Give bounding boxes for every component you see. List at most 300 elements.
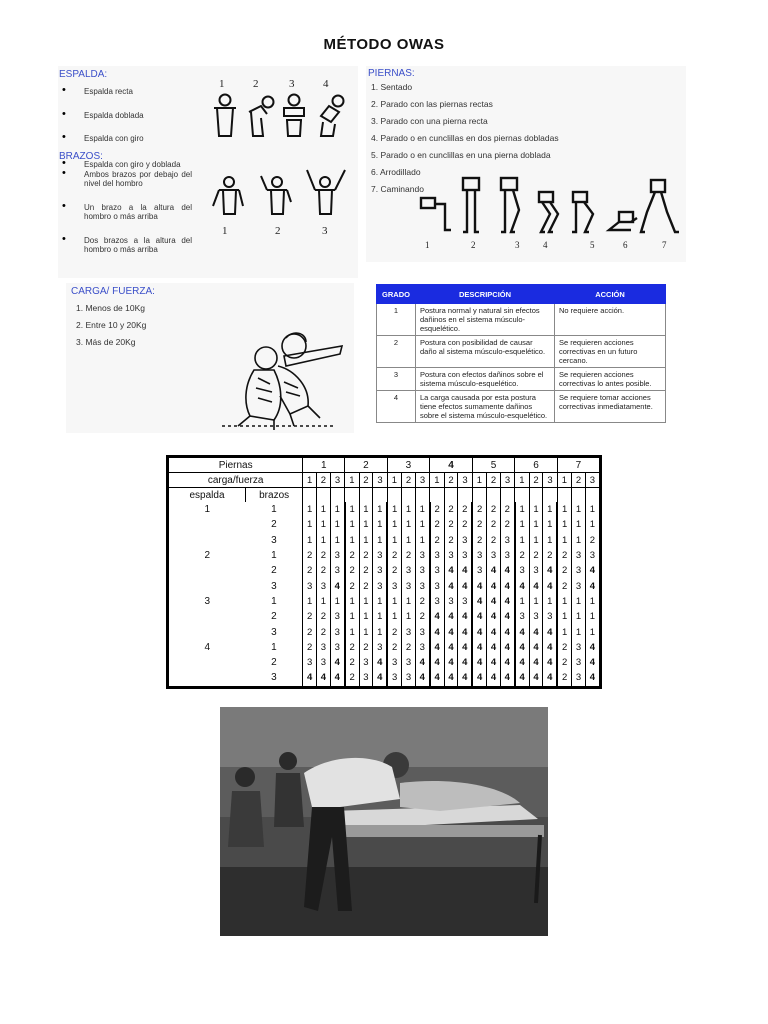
matrix-value-cell: 4: [543, 640, 557, 655]
matrix-value-cell: 4: [500, 594, 514, 609]
matrix-value-cell: 2: [500, 517, 514, 532]
matrix-value-cell: 1: [529, 517, 543, 532]
matrix-value-cell: 3: [330, 609, 344, 624]
matrix-value-cell: 1: [543, 517, 557, 532]
matrix-value-cell: 4: [444, 655, 458, 670]
matrix-value-cell: 4: [458, 670, 472, 687]
matrix-value-cell: 1: [515, 533, 529, 548]
matrix-carga-header: 3: [415, 473, 429, 488]
matrix-value-cell: 1: [557, 624, 571, 639]
matrix-value-cell: 1: [359, 624, 373, 639]
matrix-value-cell: 3: [543, 609, 557, 624]
table-row: [168, 670, 601, 687]
piernas-heading: PIERNAS:: [368, 68, 415, 79]
matrix-carga-header: 1: [515, 473, 529, 488]
matrix-value-cell: 4: [585, 670, 600, 687]
matrix-value-cell: 1: [529, 502, 543, 517]
matrix-value-cell: 3: [359, 670, 373, 687]
matrix-pierna-header: 1: [303, 457, 345, 473]
matrix-value-cell: 2: [303, 640, 317, 655]
matrix-brazos-cell: 3: [246, 578, 303, 593]
matrix-value-cell: 4: [458, 578, 472, 593]
matrix-value-cell: 2: [487, 502, 501, 517]
matrix-blank-cell: [387, 488, 401, 503]
matrix-value-cell: 1: [330, 517, 344, 532]
matrix-value-cell: 2: [557, 640, 571, 655]
matrix-value-cell: 4: [444, 670, 458, 687]
matrix-value-cell: 1: [572, 609, 586, 624]
matrix-value-cell: 2: [359, 548, 373, 563]
matrix-value-cell: 3: [415, 578, 429, 593]
matrix-value-cell: 1: [572, 533, 586, 548]
matrix-espalda-cell: 3: [168, 594, 246, 609]
matrix-value-cell: 2: [345, 578, 359, 593]
matrix-value-cell: 2: [529, 548, 543, 563]
matrix-brazos-cell: 3: [246, 670, 303, 687]
matrix-carga-header: 1: [303, 473, 317, 488]
piernas-item: 2. Parado con las piernas rectas: [371, 99, 493, 109]
matrix-value-cell: 3: [472, 548, 486, 563]
matrix-value-cell: 1: [585, 517, 600, 532]
matrix-value-cell: 2: [303, 563, 317, 578]
brazos-heading: BRAZOS:: [59, 151, 103, 162]
matrix-value-cell: 4: [515, 640, 529, 655]
matrix-value-cell: 1: [303, 502, 317, 517]
matrix-value-cell: 1: [572, 517, 586, 532]
matrix-value-cell: 2: [487, 517, 501, 532]
matrix-brazos-cell: 2: [246, 563, 303, 578]
table-row: [168, 609, 601, 624]
matrix-value-cell: 3: [387, 655, 401, 670]
matrix-value-cell: 3: [330, 563, 344, 578]
matrix-value-cell: 4: [430, 609, 444, 624]
matrix-value-cell: 3: [415, 548, 429, 563]
brazos-item: • Dos brazos a la altura del hombro o más arriba: [60, 236, 192, 255]
matrix-carga-header: 2: [487, 473, 501, 488]
matrix-value-cell: 3: [529, 609, 543, 624]
matrix-value-cell: 4: [500, 609, 514, 624]
matrix-brazos-cell: 2: [246, 609, 303, 624]
matrix-blank-cell: [303, 488, 317, 503]
matrix-value-cell: 3: [572, 548, 586, 563]
matrix-value-cell: 1: [387, 502, 401, 517]
matrix-value-cell: 2: [415, 609, 429, 624]
matrix-value-cell: 3: [387, 578, 401, 593]
brazos-figures-icon: [205, 150, 355, 220]
piernas-fig-number: 6: [623, 240, 628, 250]
matrix-value-cell: 3: [317, 578, 331, 593]
matrix-espalda-label: espalda: [168, 488, 246, 503]
matrix-value-cell: 2: [515, 548, 529, 563]
owas-matrix: [166, 455, 602, 689]
matrix-value-cell: 4: [444, 563, 458, 578]
matrix-value-cell: 2: [317, 563, 331, 578]
table-row: [168, 502, 601, 517]
matrix-value-cell: 4: [500, 655, 514, 670]
grado-cell: 2: [377, 336, 416, 368]
matrix-value-cell: 1: [515, 502, 529, 517]
matrix-value-cell: 2: [303, 548, 317, 563]
matrix-value-cell: 2: [500, 502, 514, 517]
worker-photo: [220, 707, 548, 936]
carga-item: 2. Entre 10 y 20Kg: [76, 320, 147, 330]
matrix-value-cell: 4: [472, 670, 486, 687]
matrix-value-cell: 1: [373, 502, 387, 517]
table-row: [377, 304, 666, 336]
matrix-value-cell: 1: [387, 594, 401, 609]
matrix-value-cell: 4: [500, 670, 514, 687]
matrix-value-cell: 3: [303, 655, 317, 670]
matrix-value-cell: 3: [415, 624, 429, 639]
matrix-value-cell: 4: [585, 655, 600, 670]
matrix-value-cell: 1: [303, 533, 317, 548]
matrix-value-cell: 4: [487, 594, 501, 609]
accion-header: ACCIÓN: [555, 285, 666, 304]
matrix-value-cell: 4: [585, 640, 600, 655]
matrix-pierna-header: 5: [472, 457, 515, 473]
matrix-carga-header: 2: [572, 473, 586, 488]
grado-table: [376, 284, 666, 423]
espalda-fig-number: 2: [253, 78, 259, 90]
matrix-value-cell: 2: [387, 548, 401, 563]
grado-cell: 3: [377, 368, 416, 391]
grado-header: GRADO: [377, 285, 416, 304]
carga-item: 1. Menos de 10Kg: [76, 303, 145, 313]
matrix-espalda-cell: [168, 655, 246, 670]
matrix-value-cell: 1: [345, 533, 359, 548]
matrix-brazos-cell: 3: [246, 624, 303, 639]
matrix-value-cell: 1: [557, 594, 571, 609]
matrix-value-cell: 3: [572, 655, 586, 670]
matrix-value-cell: 3: [572, 578, 586, 593]
matrix-value-cell: 4: [529, 670, 543, 687]
matrix-value-cell: 3: [415, 563, 429, 578]
matrix-value-cell: 3: [458, 533, 472, 548]
matrix-value-cell: 1: [585, 624, 600, 639]
matrix-espalda-cell: [168, 563, 246, 578]
matrix-value-cell: 1: [529, 594, 543, 609]
matrix-brazos-label: brazos: [246, 488, 303, 503]
matrix-espalda-cell: [168, 578, 246, 593]
matrix-carga-header: 2: [529, 473, 543, 488]
matrix-carga-header: 3: [458, 473, 472, 488]
matrix-value-cell: 3: [373, 578, 387, 593]
matrix-brazos-cell: 1: [246, 502, 303, 517]
matrix-carga-header: 3: [500, 473, 514, 488]
matrix-espalda-cell: [168, 533, 246, 548]
matrix-value-cell: 4: [500, 640, 514, 655]
matrix-value-cell: 4: [415, 655, 429, 670]
matrix-value-cell: 1: [330, 594, 344, 609]
matrix-value-cell: 2: [359, 563, 373, 578]
matrix-value-cell: 2: [317, 548, 331, 563]
matrix-value-cell: 4: [529, 640, 543, 655]
matrix-value-cell: 3: [529, 563, 543, 578]
table-row: [377, 368, 666, 391]
matrix-value-cell: 1: [387, 533, 401, 548]
matrix-value-cell: 2: [345, 640, 359, 655]
matrix-pierna-header: 3: [387, 457, 430, 473]
matrix-value-cell: 4: [500, 624, 514, 639]
matrix-value-cell: 4: [472, 640, 486, 655]
matrix-blank-cell: [557, 488, 571, 503]
matrix-value-cell: 2: [317, 609, 331, 624]
matrix-value-cell: 4: [543, 578, 557, 593]
matrix-espalda-cell: 4: [168, 640, 246, 655]
matrix-piernas-row: [168, 457, 601, 473]
matrix-value-cell: 1: [402, 517, 416, 532]
matrix-value-cell: 2: [359, 578, 373, 593]
matrix-value-cell: 4: [472, 609, 486, 624]
matrix-value-cell: 4: [472, 594, 486, 609]
matrix-value-cell: 4: [515, 624, 529, 639]
matrix-value-cell: 4: [415, 670, 429, 687]
piernas-item: 5. Parado o en cunclillas en una pierna doblada: [371, 150, 551, 160]
matrix-value-cell: 4: [487, 624, 501, 639]
matrix-brazos-cell: 2: [246, 655, 303, 670]
table-row: [168, 533, 601, 548]
matrix-value-cell: 1: [402, 594, 416, 609]
matrix-value-cell: 1: [359, 517, 373, 532]
carga-item: 3. Más de 20Kg: [76, 337, 136, 347]
matrix-value-cell: 4: [317, 670, 331, 687]
matrix-value-cell: 3: [317, 640, 331, 655]
descripcion-cell: Postura normal y natural sin efectos dañinos en el sistema músculo-esquelético.: [416, 304, 555, 336]
matrix-value-cell: 3: [330, 640, 344, 655]
descripcion-cell: Postura con posibilidad de causar daño al sistema músculo-esquelético.: [416, 336, 555, 368]
brazos-fig-number: 2: [275, 225, 281, 237]
descripcion-header: DESCRIPCIÓN: [416, 285, 555, 304]
matrix-value-cell: 4: [444, 640, 458, 655]
matrix-value-cell: 1: [572, 594, 586, 609]
descripcion-cell: Postura con efectos dañinos sobre el sistema músculo-esquelético.: [416, 368, 555, 391]
matrix-carga-header: 3: [330, 473, 344, 488]
matrix-value-cell: 4: [330, 655, 344, 670]
matrix-value-cell: 3: [359, 655, 373, 670]
matrix-value-cell: 4: [543, 670, 557, 687]
matrix-value-cell: 4: [458, 624, 472, 639]
matrix-blank-cell: [415, 488, 429, 503]
espalda-fig-number: 1: [219, 78, 225, 90]
matrix-value-cell: 4: [458, 655, 472, 670]
matrix-value-cell: 3: [402, 655, 416, 670]
matrix-value-cell: 1: [585, 609, 600, 624]
matrix-value-cell: 4: [487, 655, 501, 670]
matrix-value-cell: 1: [402, 533, 416, 548]
matrix-carga-header: 1: [345, 473, 359, 488]
matrix-value-cell: 3: [387, 670, 401, 687]
matrix-value-cell: 3: [458, 594, 472, 609]
matrix-carga-header: 1: [430, 473, 444, 488]
matrix-value-cell: 1: [402, 502, 416, 517]
matrix-value-cell: 2: [543, 548, 557, 563]
matrix-espalda-cell: [168, 517, 246, 532]
piernas-item: 1. Sentado: [371, 82, 413, 92]
matrix-value-cell: 1: [345, 624, 359, 639]
matrix-value-cell: 3: [303, 578, 317, 593]
matrix-value-cell: 1: [330, 533, 344, 548]
table-row: [377, 336, 666, 368]
matrix-value-cell: 1: [387, 517, 401, 532]
espalda-figures-icon: [205, 92, 355, 140]
matrix-value-cell: 2: [430, 517, 444, 532]
piernas-fig-number: 2: [471, 240, 476, 250]
matrix-value-cell: 1: [557, 502, 571, 517]
matrix-value-cell: 1: [529, 533, 543, 548]
matrix-value-cell: 1: [373, 533, 387, 548]
matrix-value-cell: 3: [402, 578, 416, 593]
matrix-value-cell: 2: [317, 624, 331, 639]
matrix-carga-header: 2: [359, 473, 373, 488]
matrix-value-cell: 3: [373, 563, 387, 578]
matrix-value-cell: 2: [387, 563, 401, 578]
matrix-value-cell: 2: [585, 533, 600, 548]
matrix-value-cell: 4: [330, 670, 344, 687]
matrix-carga-header: 2: [444, 473, 458, 488]
grado-cell: 1: [377, 304, 416, 336]
piernas-fig-number: 4: [543, 240, 548, 250]
matrix-value-cell: 2: [345, 563, 359, 578]
matrix-blank-cell: [359, 488, 373, 503]
piernas-fig-number: 3: [515, 240, 520, 250]
matrix-pierna-header: 4: [430, 457, 473, 473]
matrix-value-cell: 4: [515, 655, 529, 670]
matrix-blank-cell: [472, 488, 486, 503]
matrix-value-cell: 3: [444, 594, 458, 609]
matrix-value-cell: 1: [415, 502, 429, 517]
matrix-espalda-cell: [168, 670, 246, 687]
piernas-figures-icon: [415, 174, 685, 240]
matrix-value-cell: 1: [572, 624, 586, 639]
matrix-value-cell: 1: [373, 517, 387, 532]
matrix-carga-header: 3: [543, 473, 557, 488]
matrix-blank-cell: [487, 488, 501, 503]
matrix-value-cell: 3: [458, 548, 472, 563]
matrix-value-cell: 3: [500, 548, 514, 563]
matrix-value-cell: 2: [472, 517, 486, 532]
table-row: [168, 578, 601, 593]
matrix-value-cell: 4: [373, 655, 387, 670]
table-row: [377, 391, 666, 423]
carga-cartoon-icon: [214, 326, 344, 432]
table-row: [168, 624, 601, 639]
matrix-value-cell: 2: [472, 533, 486, 548]
matrix-value-cell: 3: [500, 533, 514, 548]
matrix-value-cell: 4: [500, 563, 514, 578]
matrix-value-cell: 4: [472, 655, 486, 670]
matrix-value-cell: 1: [585, 502, 600, 517]
matrix-value-cell: 1: [373, 609, 387, 624]
matrix-value-cell: 2: [359, 640, 373, 655]
matrix-value-cell: 4: [430, 624, 444, 639]
matrix-value-cell: 2: [345, 670, 359, 687]
matrix-value-cell: 1: [557, 533, 571, 548]
brazos-item: • Ambos brazos por debajo del nivel del hombro: [60, 170, 192, 189]
matrix-value-cell: 3: [330, 624, 344, 639]
matrix-value-cell: 2: [557, 548, 571, 563]
brazos-fig-number: 1: [222, 225, 228, 237]
matrix-value-cell: 4: [444, 624, 458, 639]
matrix-value-cell: 4: [487, 563, 501, 578]
matrix-blank-cell: [585, 488, 600, 503]
piernas-item: 4. Parado o en cunclillas en dos piernas dobladas: [371, 133, 559, 143]
matrix-carga-header: 3: [585, 473, 600, 488]
matrix-blank-cell: [402, 488, 416, 503]
matrix-value-cell: 2: [557, 670, 571, 687]
matrix-value-cell: 2: [458, 517, 472, 532]
matrix-value-cell: 3: [572, 563, 586, 578]
matrix-value-cell: 4: [487, 640, 501, 655]
matrix-value-cell: 1: [303, 517, 317, 532]
matrix-value-cell: 2: [415, 594, 429, 609]
matrix-value-cell: 4: [543, 655, 557, 670]
matrix-value-cell: 4: [458, 640, 472, 655]
matrix-espalda-cell: 1: [168, 502, 246, 517]
matrix-value-cell: 1: [543, 594, 557, 609]
matrix-value-cell: 3: [515, 609, 529, 624]
matrix-value-cell: 4: [585, 578, 600, 593]
piernas-fig-number: 5: [590, 240, 595, 250]
matrix-value-cell: 4: [543, 563, 557, 578]
brazos-fig-number: 3: [322, 225, 328, 237]
matrix-blank-cell: [543, 488, 557, 503]
piernas-fig-number: 1: [425, 240, 430, 250]
matrix-value-cell: 1: [515, 594, 529, 609]
accion-cell: No requiere acción.: [555, 304, 666, 336]
matrix-value-cell: 2: [557, 563, 571, 578]
matrix-labels-row: [168, 488, 601, 503]
accion-cell: Se requieren acciones correctivas en un futuro cercano.: [555, 336, 666, 368]
matrix-value-cell: 4: [444, 609, 458, 624]
matrix-espalda-cell: 2: [168, 548, 246, 563]
matrix-value-cell: 4: [444, 578, 458, 593]
matrix-value-cell: 1: [345, 594, 359, 609]
matrix-carga-header: 3: [373, 473, 387, 488]
matrix-value-cell: 3: [572, 640, 586, 655]
matrix-value-cell: 3: [487, 548, 501, 563]
matrix-value-cell: 3: [402, 563, 416, 578]
matrix-value-cell: 4: [487, 609, 501, 624]
table-row: [168, 548, 601, 563]
matrix-value-cell: 4: [430, 655, 444, 670]
table-row: [168, 655, 601, 670]
carga-list: [76, 300, 146, 351]
matrix-piernas-label: Piernas: [168, 457, 303, 473]
matrix-value-cell: 4: [430, 640, 444, 655]
matrix-value-cell: 1: [585, 594, 600, 609]
matrix-espalda-cell: [168, 609, 246, 624]
matrix-carga-header: 1: [472, 473, 486, 488]
matrix-value-cell: 2: [444, 517, 458, 532]
matrix-value-cell: 2: [557, 578, 571, 593]
matrix-value-cell: 2: [345, 548, 359, 563]
matrix-value-cell: 3: [472, 563, 486, 578]
matrix-value-cell: 2: [303, 609, 317, 624]
matrix-value-cell: 3: [373, 548, 387, 563]
grado-cell: 4: [377, 391, 416, 423]
matrix-value-cell: 1: [317, 594, 331, 609]
matrix-value-cell: 2: [303, 624, 317, 639]
matrix-value-cell: 2: [402, 548, 416, 563]
matrix-carga-header: 1: [557, 473, 571, 488]
matrix-carga-header: 1: [387, 473, 401, 488]
matrix-value-cell: 4: [458, 563, 472, 578]
matrix-value-cell: 1: [515, 517, 529, 532]
espalda-heading: ESPALDA:: [59, 69, 108, 80]
matrix-value-cell: 1: [373, 594, 387, 609]
matrix-value-cell: 3: [515, 563, 529, 578]
matrix-value-cell: 1: [373, 624, 387, 639]
